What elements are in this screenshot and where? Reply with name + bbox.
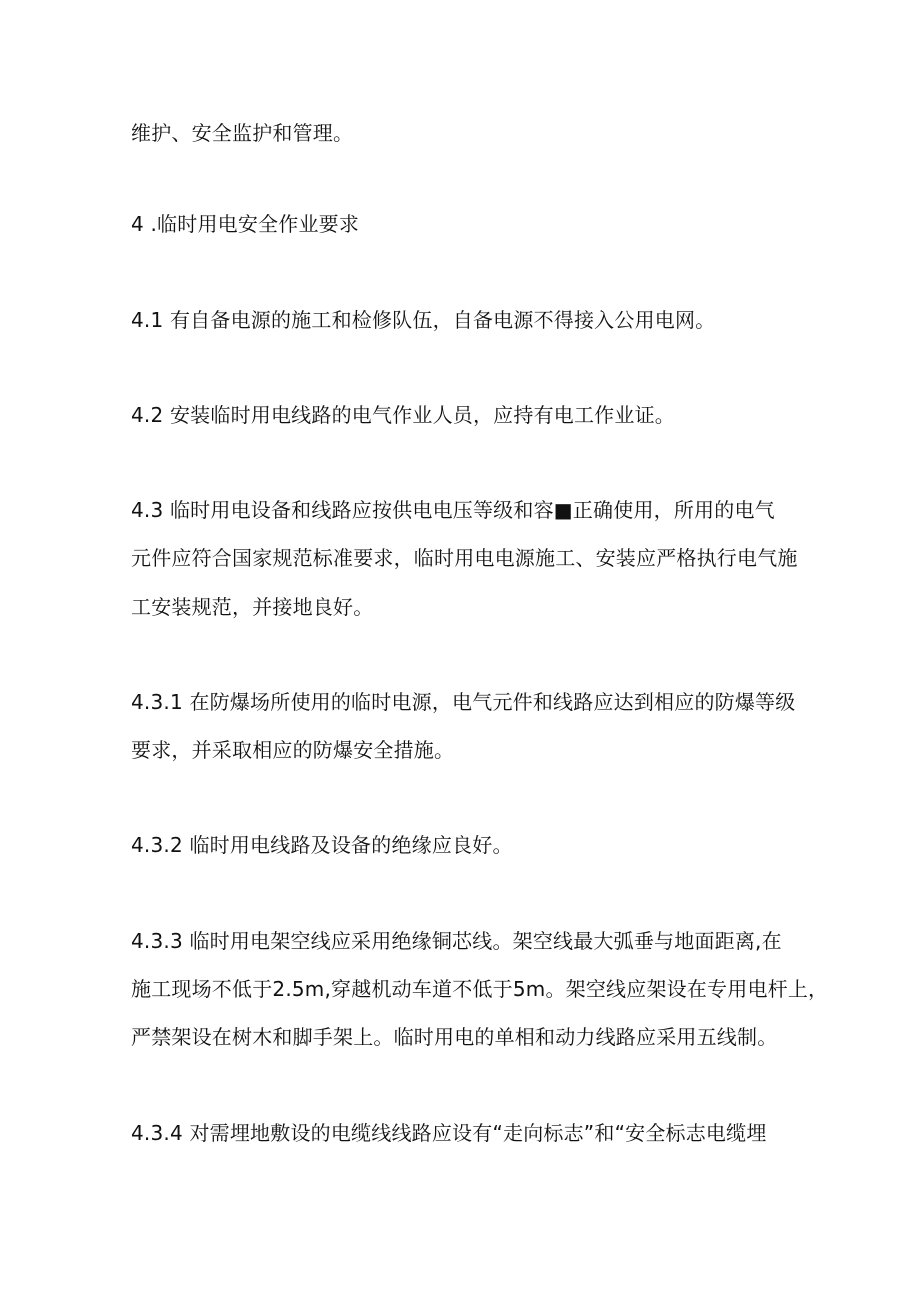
clause-4-3-line-3: 工安装规范，并接地良好。 xyxy=(131,595,374,619)
clause-4-3-3-line-2: 施工现场不低于2.5m,穿越机动车道不低于5m。架空线应架设在专用电杆上， xyxy=(131,977,829,1001)
text-line-intro-continuation: 维护、安全监护和管理。 xyxy=(131,121,354,145)
clause-4-3-4-line-1: 4.3.4 对需埋地敷设的电缆线线路应设有“走向标志”和“安全标志电缆埋 xyxy=(131,1121,767,1145)
section-heading-4: 4 .临时用电安全作业要求 xyxy=(131,212,360,236)
clause-4-1: 4.1 有自备电源的施工和检修队伍，自备电源不得接入公用电网。 xyxy=(131,308,716,332)
clause-4-3-1-line-1: 4.3.1 在防爆场所使用的临时电源，电气元件和线路应达到相应的防爆等级 xyxy=(131,690,796,714)
clause-4-3-2: 4.3.2 临时用电线路及设备的绝缘应良好。 xyxy=(131,833,513,857)
clause-4-2: 4.2 安装临时用电线路的电气作业人员，应持有电工作业证。 xyxy=(131,403,675,427)
clause-4-3-1-line-2: 要求，并采取相应的防爆安全措施。 xyxy=(131,738,455,762)
clause-4-3-3-line-1: 4.3.3 临时用电架空线应采用绝缘铜芯线。架空线最大弧垂与地面距离,在 xyxy=(131,929,782,953)
clause-4-3-3-line-3: 严禁架设在树木和脚手架上。临时用电的单相和动力线路应采用五线制。 xyxy=(131,1025,778,1049)
clause-4-3-line-2: 元件应符合国家规范标准要求，临时用电电源施工、安装应严格执行电气施 xyxy=(131,546,798,570)
clause-4-3-line-1: 4.3 临时用电设备和线路应按供电电压等级和容■正确使用，所用的电气 xyxy=(131,498,775,522)
